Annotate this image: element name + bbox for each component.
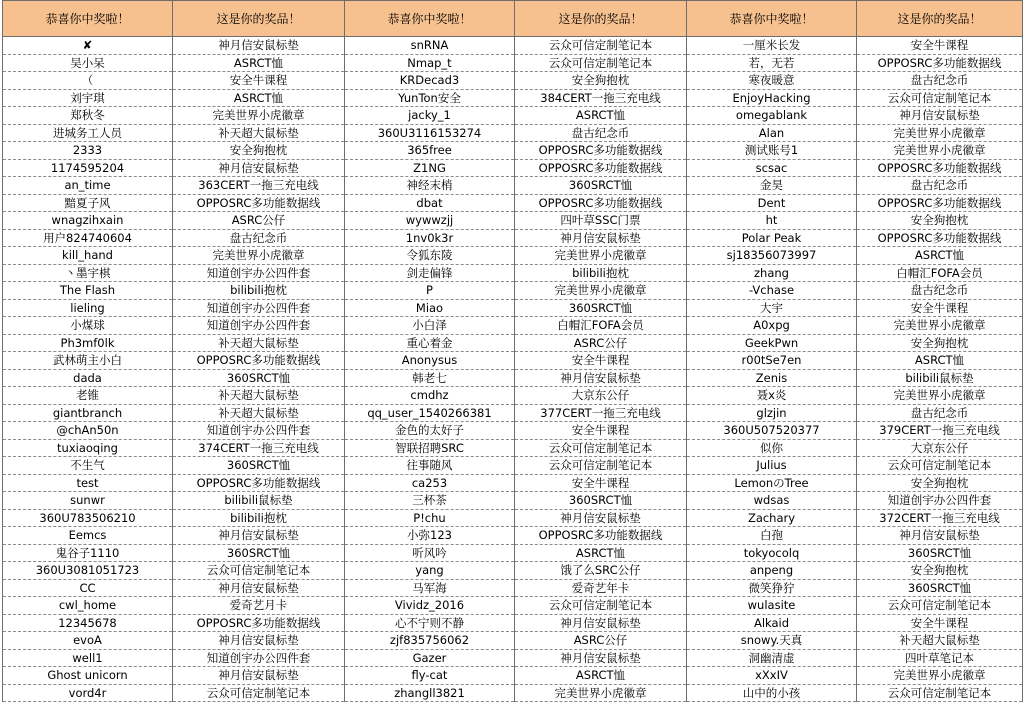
prize-cell[interactable]: 盘古纪念币 (173, 229, 345, 247)
prize-cell[interactable]: 盘古纪念币 (515, 124, 687, 142)
winner-cell[interactable]: Gazer (345, 649, 515, 667)
table-body (3, 37, 1023, 702)
table-row (3, 492, 1023, 510)
winner-cell[interactable]: ca253 (345, 474, 515, 492)
winner-cell[interactable]: 三杯茶 (345, 492, 515, 510)
prize-cell[interactable]: 知道创宇办公四件套 (857, 492, 1023, 510)
winner-cell[interactable]: wulasite (687, 597, 857, 615)
winner-cell[interactable]: Eemcs (3, 527, 173, 545)
prize-cell[interactable]: ASRC公仔 (173, 212, 345, 230)
table-row (3, 527, 1023, 545)
prize-cell[interactable]: 饿了么SRC公仔 (515, 562, 687, 580)
table-row (3, 649, 1023, 667)
winner-cell[interactable]: 1nv0k3r (345, 229, 515, 247)
winner-cell[interactable]: vord4r (3, 684, 173, 702)
winner-cell[interactable]: jacky_1 (345, 107, 515, 125)
prize-cell[interactable]: 384CERT一拖三充电线 (515, 89, 687, 107)
prize-cell[interactable]: 神月信安鼠标垫 (173, 527, 345, 545)
prize-cell[interactable]: OPPOSRC多功能数据线 (515, 142, 687, 160)
winner-cell[interactable]: 黯夏子风 (3, 194, 173, 212)
prize-cell[interactable]: ASRCT恤 (515, 667, 687, 685)
winner-cell[interactable]: （ (3, 72, 173, 90)
prize-cell[interactable]: 知道创宇办公四件套 (173, 422, 345, 440)
winner-cell[interactable]: The Flash (3, 282, 173, 300)
header-prize-3: 这是你的奖品！ (857, 1, 1023, 37)
winner-cell[interactable]: 武林萌主小白 (3, 352, 173, 370)
winner-cell[interactable]: Dent (687, 194, 857, 212)
prize-cell[interactable]: 安全牛课程 (515, 352, 687, 370)
winner-cell[interactable]: Zenis (687, 369, 857, 387)
winner-cell[interactable]: qq_user_1540266381 (345, 404, 515, 422)
winner-cell[interactable]: wywwzjj (345, 212, 515, 230)
winner-cell[interactable]: P (345, 282, 515, 300)
prize-cell[interactable]: ASRCT恤 (857, 247, 1023, 265)
table-row (3, 457, 1023, 475)
winner-cell[interactable]: 智联招聘SRC (345, 439, 515, 457)
prize-cell[interactable]: bilibili抱枕 (515, 264, 687, 282)
winner-cell[interactable]: CC (3, 579, 173, 597)
prize-cell[interactable]: 安全牛课程 (515, 422, 687, 440)
winner-cell[interactable]: P!chu (345, 509, 515, 527)
prize-cell[interactable]: OPPOSRC多功能数据线 (857, 159, 1023, 177)
prize-cell[interactable]: ASRCT恤 (173, 89, 345, 107)
prize-cell[interactable]: OPPOSRC多功能数据线 (515, 194, 687, 212)
table-row (3, 229, 1023, 247)
winner-cell[interactable]: r00tSe7en (687, 352, 857, 370)
prize-cell[interactable]: bilibili鼠标垫 (857, 369, 1023, 387)
table-row (3, 614, 1023, 632)
winner-cell[interactable]: Vividz_2016 (345, 597, 515, 615)
prize-cell[interactable]: 360SRCT恤 (515, 299, 687, 317)
prize-cell[interactable]: OPPOSRC多功能数据线 (515, 159, 687, 177)
table-row (3, 89, 1023, 107)
winner-cell[interactable]: 微笑狰狞 (687, 579, 857, 597)
prize-cell[interactable]: 云众可信定制笔记本 (173, 562, 345, 580)
prize-cell[interactable]: OPPOSRC多功能数据线 (515, 527, 687, 545)
prize-cell[interactable]: 完美世界小虎徽章 (857, 142, 1023, 160)
winner-cell[interactable]: dada (3, 369, 173, 387)
prize-cell[interactable]: 白帽汇FOFA会员 (515, 317, 687, 335)
winner-cell[interactable]: evoA (3, 632, 173, 650)
table-row (3, 369, 1023, 387)
winner-cell[interactable]: Z1NG (345, 159, 515, 177)
prize-cell[interactable]: 完美世界小虎徽章 (515, 247, 687, 265)
winner-cell[interactable]: 神经末梢 (345, 177, 515, 195)
prize-cell[interactable]: OPPOSRC多功能数据线 (857, 54, 1023, 72)
winner-cell[interactable]: snRNA (345, 37, 515, 55)
winner-cell[interactable]: KRDecad3 (345, 72, 515, 90)
prize-cell[interactable]: 爱奇艺月卡 (173, 597, 345, 615)
winner-cell[interactable]: 郑秋冬 (3, 107, 173, 125)
prize-cell[interactable]: 云众可信定制笔记本 (515, 597, 687, 615)
prize-cell[interactable]: 安全狗抱枕 (173, 142, 345, 160)
prize-cell[interactable]: 安全狗抱枕 (515, 72, 687, 90)
prize-cell[interactable]: 360SRCT恤 (515, 492, 687, 510)
prize-cell[interactable]: 爱奇艺年卡 (515, 579, 687, 597)
winner-cell[interactable]: 心不宁则不静 (345, 614, 515, 632)
prize-cell[interactable]: 完美世界小虎徽章 (173, 247, 345, 265)
prize-cell[interactable]: 神月信安鼠标垫 (173, 159, 345, 177)
winner-cell[interactable]: 金色的太好子 (345, 422, 515, 440)
prize-cell[interactable]: 神月信安鼠标垫 (173, 632, 345, 650)
winner-cell[interactable]: 360U507520377 (687, 422, 857, 440)
winner-cell[interactable]: 往事随风 (345, 457, 515, 475)
prize-cell[interactable]: 大京东公仔 (515, 387, 687, 405)
winner-cell[interactable]: zhangll3821 (345, 684, 515, 702)
prize-cell[interactable]: 云众可信定制笔记本 (857, 684, 1023, 702)
table-row (3, 194, 1023, 212)
winner-cell[interactable]: 鬼谷子1110 (3, 544, 173, 562)
prize-cell[interactable]: 云众可信定制笔记本 (857, 457, 1023, 475)
winner-cell[interactable]: tuxiaoqing (3, 439, 173, 457)
prize-cell[interactable]: 安全牛课程 (515, 474, 687, 492)
winner-cell[interactable]: zhang (687, 264, 857, 282)
prize-cell[interactable]: 完美世界小虎徽章 (857, 124, 1023, 142)
prize-cell[interactable]: 神月信安鼠标垫 (515, 614, 687, 632)
prize-cell[interactable]: 神月信安鼠标垫 (515, 509, 687, 527)
winner-cell[interactable]: 小煤球 (3, 317, 173, 335)
winner-cell[interactable]: xXxIV (687, 667, 857, 685)
prize-cell[interactable]: 神月信安鼠标垫 (515, 369, 687, 387)
prize-cell[interactable]: 大京东公仔 (857, 439, 1023, 457)
table-row (3, 159, 1023, 177)
winner-cell[interactable]: cwl_home (3, 597, 173, 615)
winner-cell[interactable]: Ghost unicorn (3, 667, 173, 685)
prize-cell[interactable]: 360SRCT恤 (173, 369, 345, 387)
prize-cell[interactable]: 完美世界小虎徽章 (173, 107, 345, 125)
winner-cell[interactable]: dbat (345, 194, 515, 212)
table-row (3, 684, 1023, 702)
prize-cell[interactable]: 知道创宇办公四件套 (173, 299, 345, 317)
winner-cell[interactable]: 不生气 (3, 457, 173, 475)
prize-cell[interactable]: 四叶草SSC门票 (515, 212, 687, 230)
winner-cell[interactable]: scsac (687, 159, 857, 177)
winner-cell[interactable]: Miao (345, 299, 515, 317)
winner-cell[interactable]: 重心着金 (345, 334, 515, 352)
table-row (3, 352, 1023, 370)
table-row (3, 107, 1023, 125)
prize-cell[interactable]: 安全牛课程 (857, 614, 1023, 632)
winner-cell[interactable]: snowy.天真 (687, 632, 857, 650)
prize-cell[interactable]: OPPOSRC多功能数据线 (857, 194, 1023, 212)
winner-cell[interactable]: Alan (687, 124, 857, 142)
table-row (3, 37, 1023, 55)
table-row (3, 212, 1023, 230)
winner-cell[interactable]: Ph3mf0lk (3, 334, 173, 352)
prize-cell[interactable]: bilibili抱枕 (173, 282, 345, 300)
prize-cell[interactable]: OPPOSRC多功能数据线 (857, 229, 1023, 247)
winner-cell[interactable]: EnjoyHacking (687, 89, 857, 107)
prize-cell[interactable]: 神月信安鼠标垫 (173, 579, 345, 597)
winner-cell[interactable]: A0xpg (687, 317, 857, 335)
table-row (3, 282, 1023, 300)
prize-cell[interactable]: 云众可信定制笔记本 (173, 684, 345, 702)
table-row (3, 247, 1023, 265)
table-row (3, 544, 1023, 562)
winner-cell[interactable]: GeekPwn (687, 334, 857, 352)
prize-cell[interactable]: 360SRCT恤 (857, 579, 1023, 597)
prize-spreadsheet (2, 0, 1023, 702)
prize-cell[interactable]: 神月信安鼠标垫 (857, 527, 1023, 545)
header-winner-1: 恭喜你中奖啦！ (3, 1, 173, 37)
prize-cell[interactable]: 神月信安鼠标垫 (515, 649, 687, 667)
winner-cell[interactable]: an_time (3, 177, 173, 195)
prize-cell[interactable]: ASRCT恤 (857, 352, 1023, 370)
winner-cell[interactable]: well1 (3, 649, 173, 667)
winner-cell[interactable]: wnagzihxain (3, 212, 173, 230)
winner-cell[interactable]: YunTon安全 (345, 89, 515, 107)
prize-cell[interactable]: 云众可信定制笔记本 (857, 597, 1023, 615)
prize-cell[interactable]: 神月信安鼠标垫 (173, 667, 345, 685)
winner-cell[interactable]: 2333 (3, 142, 173, 160)
prize-cell[interactable]: ASRCT恤 (515, 107, 687, 125)
prize-cell[interactable]: 安全狗抱枕 (857, 334, 1023, 352)
table-row (3, 562, 1023, 580)
winner-cell[interactable]: 令狐东陵 (345, 247, 515, 265)
prize-cell[interactable]: 完美世界小虎徽章 (515, 684, 687, 702)
prize-cell[interactable]: 360SRCT恤 (173, 457, 345, 475)
prize-cell[interactable]: 知道创宇办公四件套 (173, 317, 345, 335)
winner-cell[interactable]: 马军海 (345, 579, 515, 597)
winner-cell[interactable]: glzjin (687, 404, 857, 422)
prize-cell[interactable]: ASRCT恤 (173, 54, 345, 72)
prize-cell[interactable]: 云众可信定制笔记本 (515, 439, 687, 457)
prize-cell[interactable]: 374CERT一拖三充电线 (173, 439, 345, 457)
winner-cell[interactable]: 1174595204 (3, 159, 173, 177)
prize-cell[interactable]: OPPOSRC多功能数据线 (173, 352, 345, 370)
table-row (3, 404, 1023, 422)
winner-cell[interactable]: cmdhz (345, 387, 515, 405)
table-row (3, 54, 1023, 72)
winner-cell[interactable]: -Vchase (687, 282, 857, 300)
winner-cell[interactable]: sj18356073997 (687, 247, 857, 265)
prize-cell[interactable]: 360SRCT恤 (173, 544, 345, 562)
winner-cell[interactable]: 一厘米长发 (687, 37, 857, 55)
winner-cell[interactable]: 360U3116153274 (345, 124, 515, 142)
winner-cell[interactable]: 小弥123 (345, 527, 515, 545)
winner-cell[interactable]: Anonysus (345, 352, 515, 370)
prize-cell[interactable]: 372CERT一拖三充电线 (857, 509, 1023, 527)
prize-cell[interactable]: 白帽汇FOFA会员 (857, 264, 1023, 282)
table-row (3, 422, 1023, 440)
winner-cell[interactable]: anpeng (687, 562, 857, 580)
prize-cell[interactable]: 云众可信定制笔记本 (515, 457, 687, 475)
prize-cell[interactable]: ASRC公仔 (515, 334, 687, 352)
prize-cell[interactable]: 盘古纪念币 (857, 404, 1023, 422)
winner-cell[interactable]: 韩老七 (345, 369, 515, 387)
winner-cell[interactable]: 360U783506210 (3, 509, 173, 527)
winner-cell[interactable]: kill_hand (3, 247, 173, 265)
table-row (3, 387, 1023, 405)
table-row (3, 579, 1023, 597)
winner-cell[interactable]: 山中的小孩 (687, 684, 857, 702)
winner-cell[interactable]: ht (687, 212, 857, 230)
prize-cell[interactable]: 云众可信定制笔记本 (515, 37, 687, 55)
winner-cell[interactable]: 若，无若 (687, 54, 857, 72)
prize-cell[interactable]: 四叶草笔记本 (857, 649, 1023, 667)
prize-cell[interactable]: 379CERT一拖三充电线 (857, 422, 1023, 440)
winner-cell[interactable]: zjf835756062 (345, 632, 515, 650)
winner-cell[interactable]: test (3, 474, 173, 492)
winner-cell[interactable]: 聂x炎 (687, 387, 857, 405)
winner-cell[interactable]: 360U3081051723 (3, 562, 173, 580)
prize-cell[interactable]: 补天超大鼠标垫 (173, 387, 345, 405)
table-row (3, 264, 1023, 282)
winner-cell[interactable]: giantbranch (3, 404, 173, 422)
winner-cell[interactable]: Nmap_t (345, 54, 515, 72)
winner-cell[interactable]: 刘宇琪 (3, 89, 173, 107)
winner-cell[interactable]: 进城务工人员 (3, 124, 173, 142)
winner-cell[interactable]: 剑走偏锋 (345, 264, 515, 282)
table-row (3, 667, 1023, 685)
prize-cell[interactable]: 363CERT一拖三充电线 (173, 177, 345, 195)
winner-cell[interactable]: 12345678 (3, 614, 173, 632)
header-row (3, 1, 1023, 37)
prize-cell[interactable]: 360SRCT恤 (515, 177, 687, 195)
table-row (3, 597, 1023, 615)
winner-cell[interactable]: 老锥 (3, 387, 173, 405)
prize-cell[interactable]: 神月信安鼠标垫 (173, 37, 345, 55)
table-row (3, 317, 1023, 335)
prize-cell[interactable]: 盘古纪念币 (857, 282, 1023, 300)
prize-cell[interactable]: 神月信安鼠标垫 (857, 107, 1023, 125)
prize-cell[interactable]: 补天超大鼠标垫 (173, 124, 345, 142)
header-prize-1: 这是你的奖品！ (173, 1, 345, 37)
winner-cell[interactable]: 听风吟 (345, 544, 515, 562)
table-row (3, 509, 1023, 527)
winner-cell[interactable]: 用户824740604 (3, 229, 173, 247)
winner-cell[interactable]: 洞幽清虚 (687, 649, 857, 667)
table-row (3, 177, 1023, 195)
prize-cell[interactable]: OPPOSRC多功能数据线 (173, 474, 345, 492)
winner-cell[interactable]: 吴小呆 (3, 54, 173, 72)
table-row (3, 72, 1023, 90)
prize-cell[interactable]: 云众可信定制笔记本 (857, 89, 1023, 107)
prize-cell[interactable]: 神月信安鼠标垫 (515, 229, 687, 247)
table-row (3, 334, 1023, 352)
prize-cell[interactable]: 盘古纪念币 (857, 177, 1023, 195)
prize-cell[interactable]: 知道创宇办公四件套 (173, 649, 345, 667)
prize-cell[interactable]: 补天超大鼠标垫 (173, 404, 345, 422)
table-row (3, 124, 1023, 142)
prize-cell[interactable]: 完美世界小虎徽章 (857, 317, 1023, 335)
prize-cell[interactable]: 完美世界小虎徽章 (857, 667, 1023, 685)
winner-cell[interactable]: 似你 (687, 439, 857, 457)
prize-cell[interactable]: 云众可信定制笔记本 (515, 54, 687, 72)
prize-cell[interactable]: 完美世界小虎徽章 (857, 387, 1023, 405)
prize-cell[interactable]: OPPOSRC多功能数据线 (173, 614, 345, 632)
winner-cell[interactable]: fly-cat (345, 667, 515, 685)
prize-cell[interactable]: 完美世界小虎徽章 (515, 282, 687, 300)
prize-cell[interactable]: 安全牛课程 (857, 37, 1023, 55)
winner-cell[interactable]: 寒夜暖意 (687, 72, 857, 90)
winner-cell[interactable]: 丶墨宇棋 (3, 264, 173, 282)
prize-cell[interactable]: 补天超大鼠标垫 (173, 334, 345, 352)
winner-cell[interactable]: omegablank (687, 107, 857, 125)
prize-cell[interactable]: 安全牛课程 (857, 299, 1023, 317)
winner-cell[interactable]: tokyocolq (687, 544, 857, 562)
prize-cell[interactable]: bilibili鼠标垫 (173, 492, 345, 510)
winner-cell[interactable]: @chAn50n (3, 422, 173, 440)
table-row (3, 142, 1023, 160)
prize-cell[interactable]: 377CERT一拖三充电线 (515, 404, 687, 422)
prize-cell[interactable]: 安全牛课程 (173, 72, 345, 90)
winner-cell[interactable]: Zachary (687, 509, 857, 527)
winner-cell[interactable]: 365free (345, 142, 515, 160)
winner-cell[interactable]: wdsas (687, 492, 857, 510)
prize-cell[interactable]: 360SRCT恤 (857, 544, 1023, 562)
prize-cell[interactable]: ASRC公仔 (515, 632, 687, 650)
header-winner-3: 恭喜你中奖啦！ (687, 1, 857, 37)
table-row (3, 299, 1023, 317)
table-row (3, 632, 1023, 650)
winner-cell[interactable]: ✘ (3, 37, 173, 55)
prize-cell[interactable]: 盘古纪念币 (857, 72, 1023, 90)
table-row (3, 474, 1023, 492)
prize-cell[interactable]: 补天超大鼠标垫 (857, 632, 1023, 650)
winner-cell[interactable]: Alkaid (687, 614, 857, 632)
header-winner-2: 恭喜你中奖啦！ (345, 1, 515, 37)
winner-cell[interactable]: 白孢 (687, 527, 857, 545)
winner-cell[interactable]: sunwr (3, 492, 173, 510)
prize-cell[interactable]: bilibili抱枕 (173, 509, 345, 527)
winner-cell[interactable]: Polar Peak (687, 229, 857, 247)
prize-cell[interactable]: ASRCT恤 (515, 544, 687, 562)
prize-cell[interactable]: 安全狗抱枕 (857, 562, 1023, 580)
winner-cell[interactable]: yang (345, 562, 515, 580)
prize-cell[interactable]: 安全狗抱枕 (857, 212, 1023, 230)
winner-cell[interactable]: 测试账号1 (687, 142, 857, 160)
prize-cell[interactable]: 知道创宇办公四件套 (173, 264, 345, 282)
prize-cell[interactable]: OPPOSRC多功能数据线 (173, 194, 345, 212)
winner-cell[interactable]: 金昊 (687, 177, 857, 195)
winner-cell[interactable]: lieling (3, 299, 173, 317)
table-row (3, 439, 1023, 457)
winner-cell[interactable]: 大宇 (687, 299, 857, 317)
winner-cell[interactable]: Julius (687, 457, 857, 475)
winner-cell[interactable]: 小白泽 (345, 317, 515, 335)
prize-cell[interactable]: 安全狗抱枕 (857, 474, 1023, 492)
header-prize-2: 这是你的奖品！ (515, 1, 687, 37)
winner-cell[interactable]: LemonのTree (687, 474, 857, 492)
